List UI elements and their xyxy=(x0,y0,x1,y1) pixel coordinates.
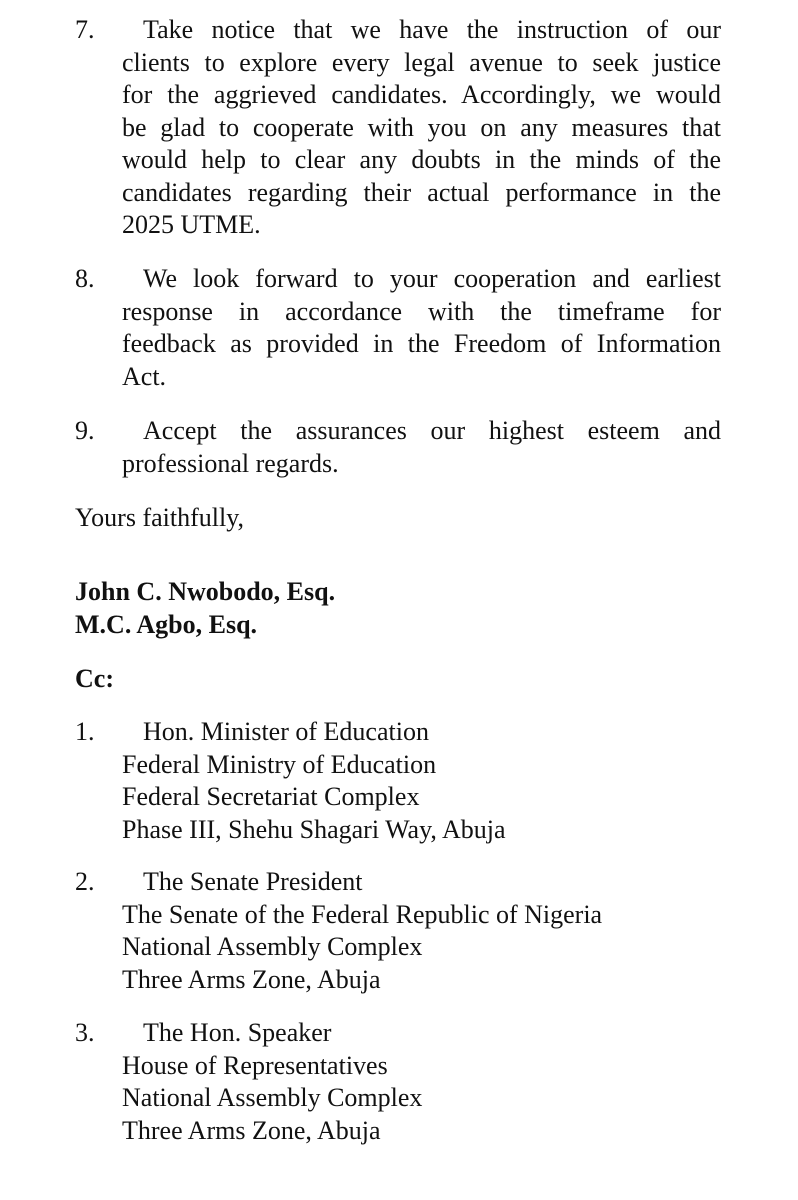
cc-recipient-3 xyxy=(75,1017,755,1147)
text-line: Take notice that we have the instruction of our xyxy=(143,15,721,44)
address-line: Three Arms Zone, Abuja xyxy=(122,964,381,994)
text-line: professional regards. xyxy=(122,448,339,478)
address-line: National Assembly Complex xyxy=(122,932,423,961)
cc-number: 2. xyxy=(75,867,95,896)
closing-salutation: Yours faithfully, xyxy=(75,503,245,532)
address-line: National Assembly Complex xyxy=(122,1083,423,1112)
paragraph-9 xyxy=(75,415,721,480)
address-line: House of Representatives xyxy=(122,1050,388,1080)
text-line: feedback as provided in the Freedom of Information xyxy=(122,329,721,358)
paragraph-7 xyxy=(75,14,721,242)
address-line: Federal Secretariat Complex xyxy=(122,782,420,811)
address-line: The Senate President xyxy=(143,867,363,896)
signatory-name: M.C. Agbo, Esq. xyxy=(75,610,258,639)
cc-number: 1. xyxy=(75,717,95,746)
signatory-name: John C. Nwobodo, Esq. xyxy=(75,577,336,606)
paragraph-8 xyxy=(75,263,721,393)
text-line: would help to clear any doubts in the minds of the xyxy=(122,145,721,174)
text-line: Act. xyxy=(122,361,167,391)
text-line: clients to explore every legal avenue to seek justice xyxy=(122,47,721,77)
text-line: response in accordance with the timeframe for xyxy=(122,296,721,326)
address-line: Phase III, Shehu Shagari Way, Abuja xyxy=(122,814,506,844)
cc-recipient-1 xyxy=(75,716,755,846)
address-line: Federal Ministry of Education xyxy=(122,749,437,779)
address-line: The Hon. Speaker xyxy=(143,1018,332,1047)
cc-address xyxy=(122,1017,755,1147)
paragraph-body xyxy=(122,415,721,480)
text-line: 2025 UTME. xyxy=(122,210,261,239)
paragraph-number: 8. xyxy=(75,264,95,293)
cc-address xyxy=(122,716,755,846)
text-line: be glad to cooperate with you on any measures that xyxy=(122,112,721,142)
address-line: The Senate of the Federal Republic of Nigeria xyxy=(122,899,603,929)
cc-recipient-2 xyxy=(75,866,755,996)
paragraph-body xyxy=(122,263,721,393)
cc-heading: Cc: xyxy=(75,664,114,693)
text-line: candidates regarding their actual performance in the xyxy=(122,177,721,207)
cc-number: 3. xyxy=(75,1018,95,1047)
cc-address xyxy=(122,866,755,996)
text-line: We look forward to your cooperation and earliest xyxy=(143,264,721,293)
address-line: Hon. Minister of Education xyxy=(143,717,429,746)
paragraph-number: 9. xyxy=(75,416,95,445)
paragraph-number: 7. xyxy=(75,15,95,44)
text-line: for the aggrieved candidates. Accordingly, we would xyxy=(122,80,721,109)
paragraph-body xyxy=(122,14,721,242)
address-line: Three Arms Zone, Abuja xyxy=(122,1115,381,1145)
text-line: Accept the assurances our highest esteem and xyxy=(143,416,721,445)
